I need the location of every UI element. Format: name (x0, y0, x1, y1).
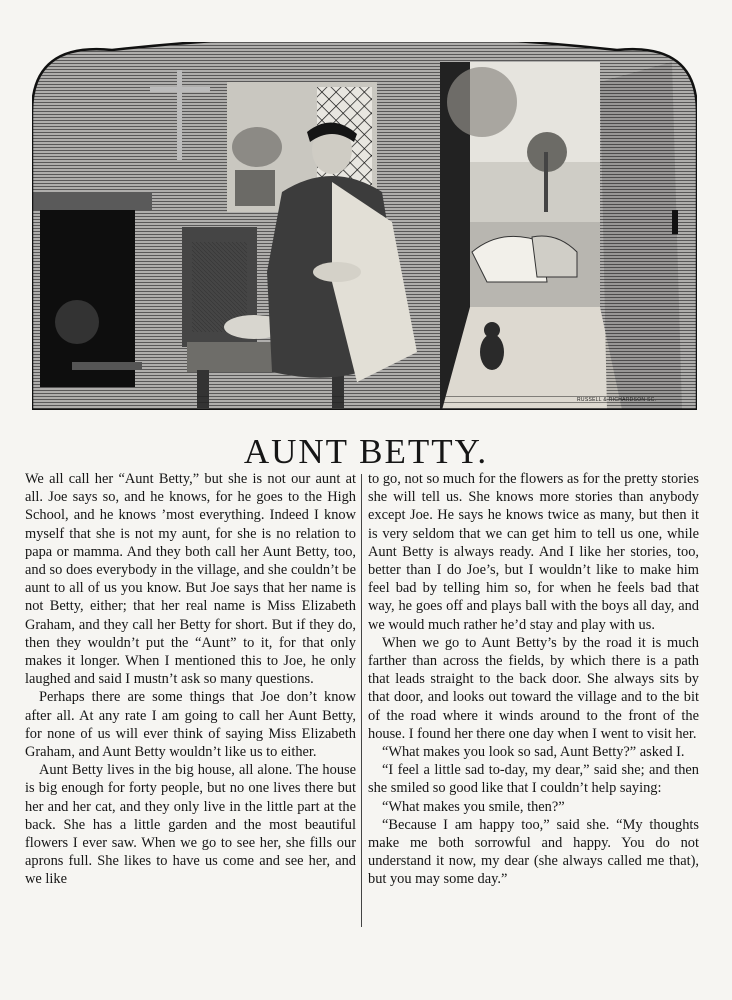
paragraph: “What makes you smile, then?” (382, 798, 565, 815)
left-column (25, 470, 356, 889)
right-column (368, 470, 699, 889)
paragraph: We all call her “Aunt Betty,” but she is not our aunt at all. Joe says so, and he knows, for he goes to the High School, and he knows ’most everything. Indeed I know myself that she is not my aunt, for she is no relation to papa or mamma. And they both call her Aunt Betty, too, and so does everybody in the village, and she couldn’t be aunt to all of us you know. But Joe says that her name is not Betty, either; that her real name is Miss Elizabeth Graham, and they call her Betty for short. But if they do, then they wouldn’t put the “Aunt” to it, for that only makes it longer. When I mentioned this to Joe, he only laughed and said I mustn’t ask so many questions. (25, 471, 356, 688)
engraver-credit: RUSSELL & RICHARDSON SC. (577, 397, 657, 403)
paragraph: When we go to Aunt Betty’s by the road it is much farther than across the fields, by which there is a path that leads straight to the back door. She always sits by that door, and looks out toward the village and to the bit of the road where it winds around to the front of the house. I found her there one day when I went to visit her. (368, 634, 699, 742)
engraving-illustration (32, 42, 697, 410)
paragraph: to go, not so much for the flowers as for the pretty stories she will tell us. She knows more stories than anybody except Joe. He says he knows twice as many, but then it is very seldom that we can get him to tell us one, while Aunt Betty is always ready. And I like her stories, too, better than I do Joe’s, but I wouldn’t like to make him feel bad by telling him so, for when he feels bad that way, he goes off and plays ball with the boys all day, and we would much rather he’d stay and play with us. (368, 471, 699, 633)
paragraph: “What makes you look so sad, Aunt Betty?” asked I. (382, 744, 685, 761)
column-divider (361, 474, 362, 927)
paragraph: “Because I am happy too,” said she. “My thoughts make me both sorrowful and happy. You do not understand it now, my dear (she always called me that), but you may some day.” (368, 816, 699, 888)
paragraph: “I feel a little sad to-day, my dear,” said she; and then she smiled so good like that I couldn’t help saying: (368, 762, 699, 797)
paragraph: Perhaps there are some things that Joe don’t know after all. At any rate I am going to call her Aunt Betty, for none of us will ever think of saying Miss Elizabeth Graham, and Aunt Betty wouldn’t like us to either. (25, 689, 356, 761)
paragraph: Aunt Betty lives in the big house, all alone. The house is big enough for forty people, but no one lives there but her and her cat, and they only live in the little part at the back. She has a little garden and the most beautiful flowers I ever saw. When we go to see her, she fills our aprons full. She likes to have us come and see her, and we like (25, 762, 356, 888)
article-title: AUNT BETTY. (243, 432, 489, 471)
